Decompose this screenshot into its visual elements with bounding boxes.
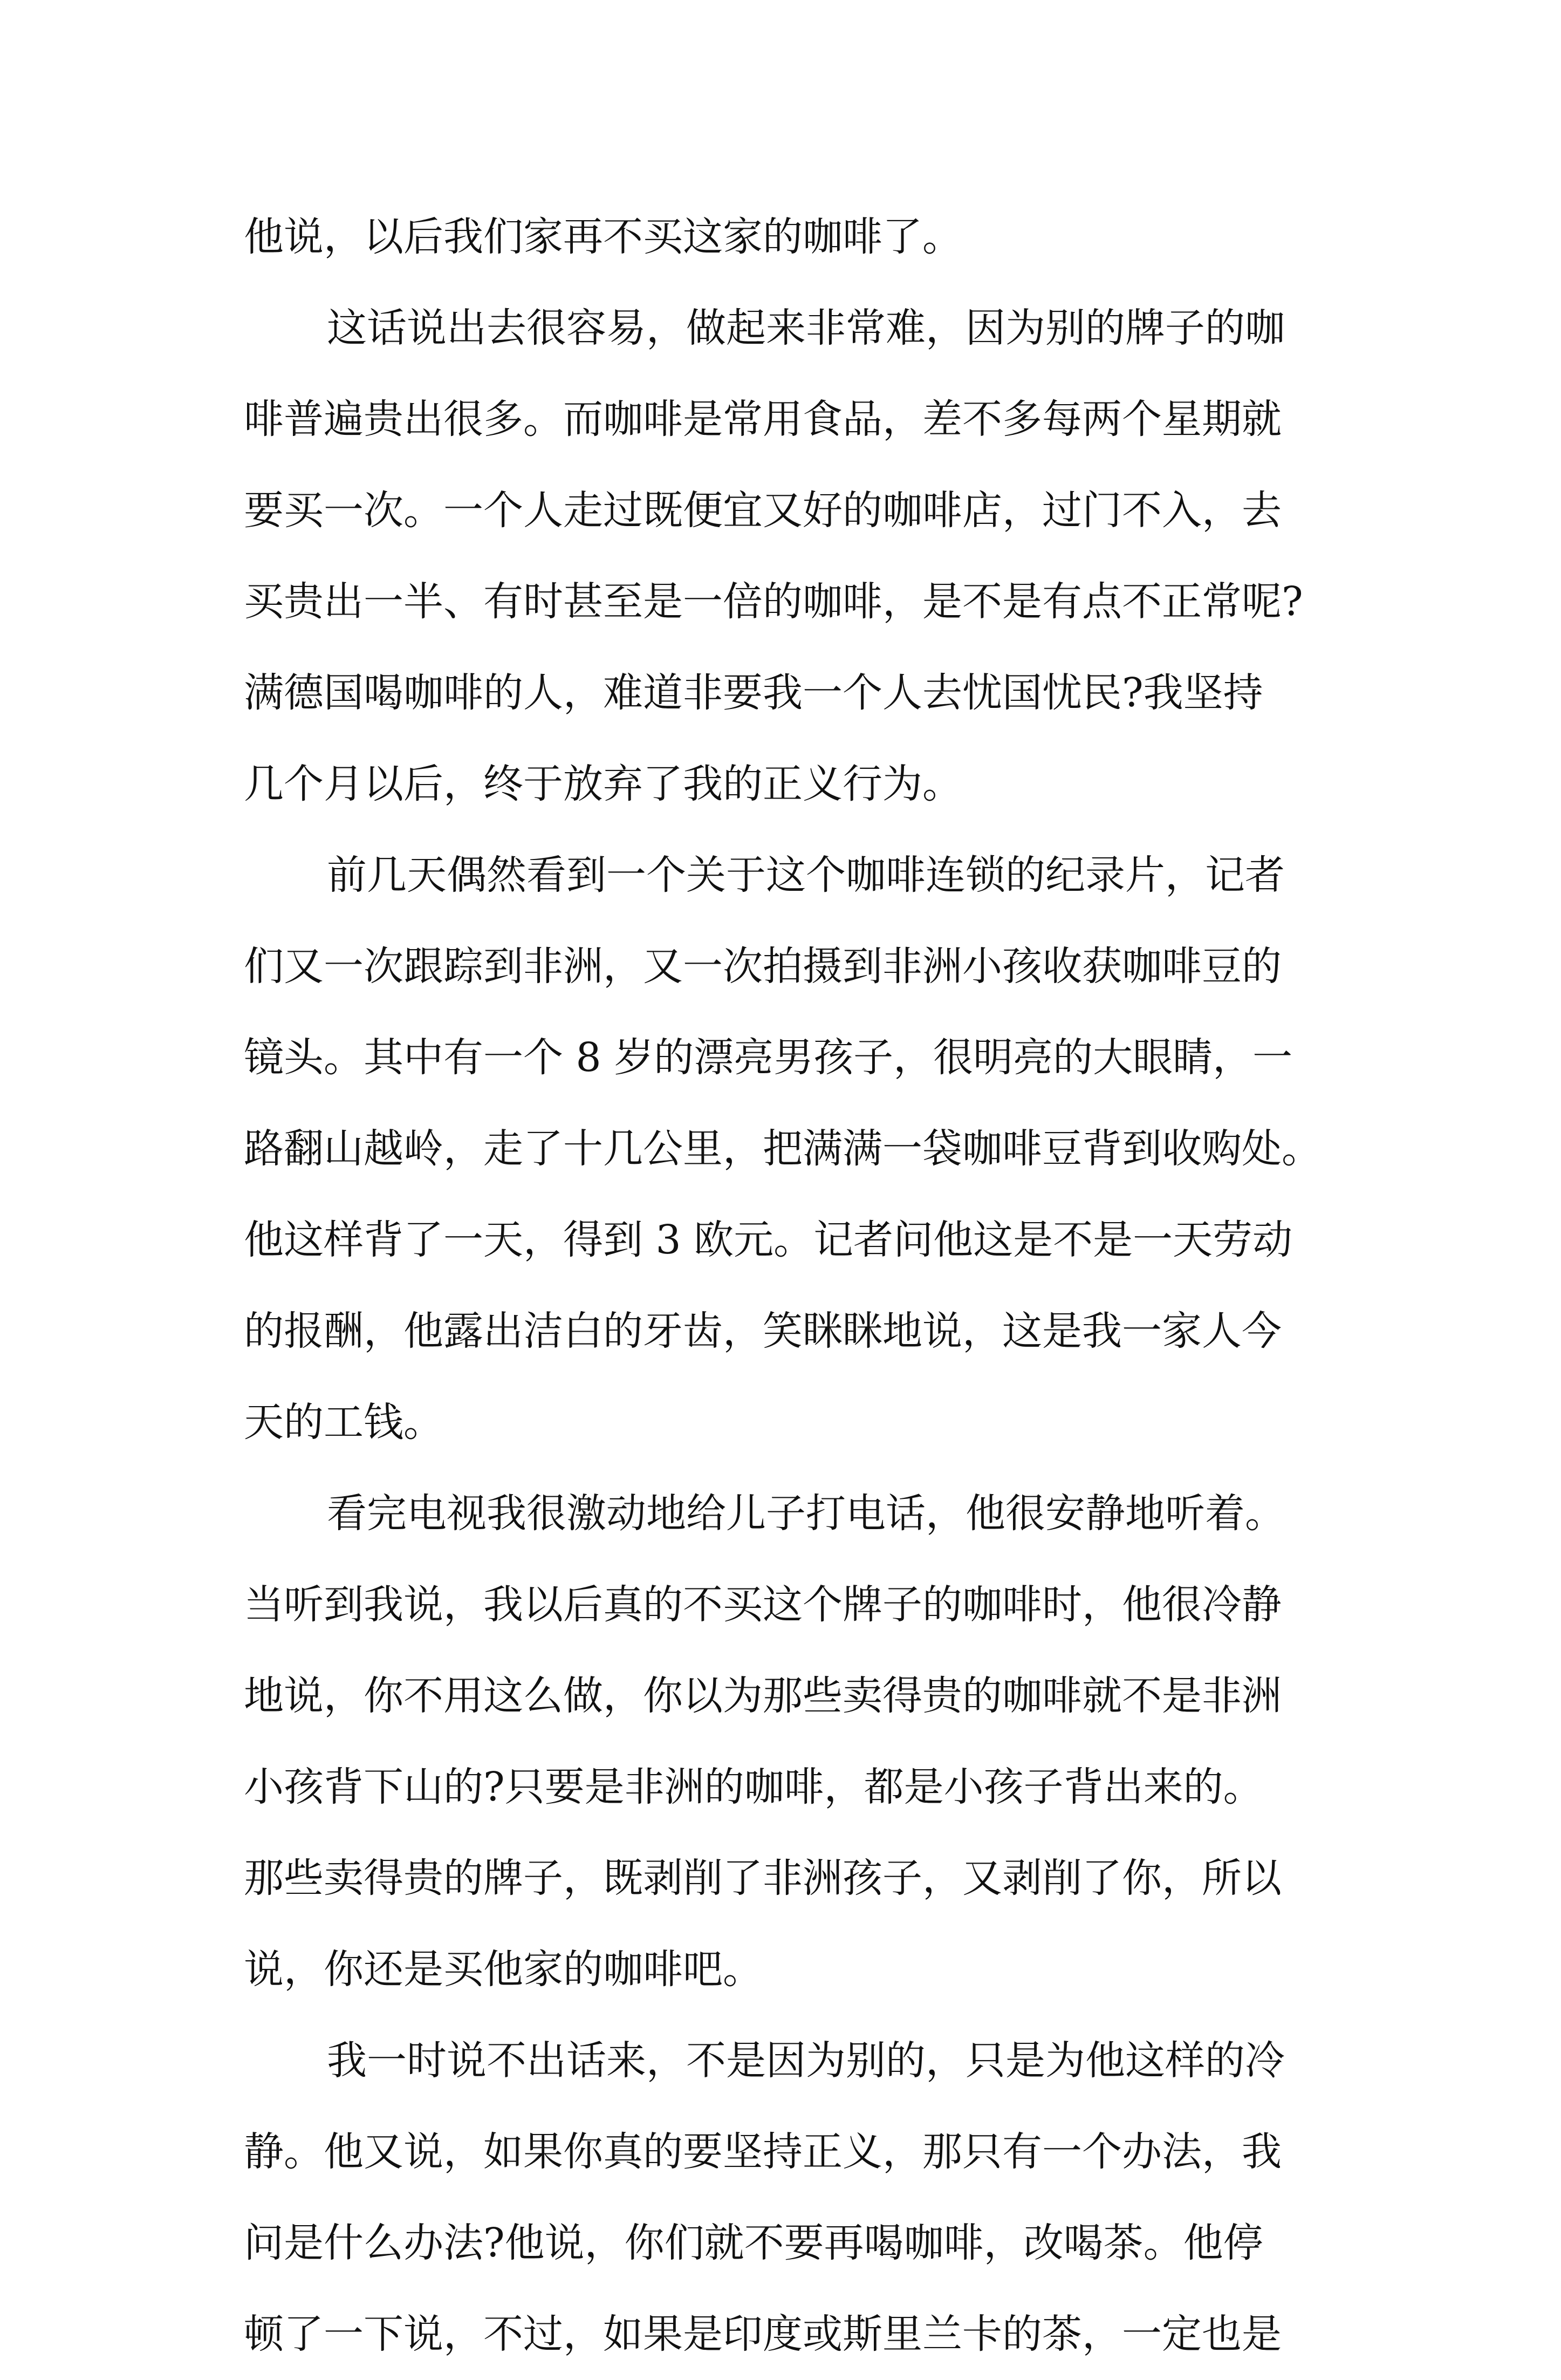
text-line: 说，你还是买他家的咖啡吧。 (244, 1946, 763, 1993)
text-line: 他这样背了一天，得到 3 欧元。记者问他这是不是一天劳动 (244, 1217, 1293, 1263)
text-line: 买贵出一半、有时甚至是一倍的咖啡，是不是有点不正常呢? (244, 578, 1303, 625)
text-line: 们又一次跟踪到非洲，又一次拍摄到非洲小孩收获咖啡豆的 (244, 943, 1282, 990)
text-line: 的报酬，他露出洁白的牙齿，笑眯眯地说，这是我一家人今 (244, 1308, 1282, 1354)
text-line: 当听到我说，我以后真的不买这个牌子的咖啡时，他很冷静 (244, 1581, 1282, 1628)
text-line: 满德国喝咖啡的人，难道非要我一个人去忧国忧民?我坚持 (244, 670, 1263, 716)
text-line: 镜头。其中有一个 8 岁的漂亮男孩子，很明亮的大眼睛，一 (244, 1034, 1293, 1081)
text-line: 我一时说不出话来，不是因为别的，只是为他这样的冷 (327, 2037, 1285, 2084)
text-line: 小孩背下山的?只要是非洲的咖啡，都是小孩子背出来的。 (244, 1764, 1263, 1810)
text-line: 要买一次。一个人走过既便宜又好的咖啡店，过门不入，去 (244, 487, 1282, 534)
text-line: 天的工钱。 (244, 1399, 443, 1445)
text-line: 几个月以后，终于放弃了我的正义行为。 (244, 761, 962, 807)
text-line: 路翻山越岭，走了十几公里，把满满一袋咖啡豆背到收购处。 (244, 1126, 1322, 1172)
text-line: 这话说出去很容易，做起来非常难，因为别的牌子的咖 (327, 305, 1285, 351)
text-line: 啡普遍贵出很多。而咖啡是常用食品，差不多每两个星期就 (244, 396, 1282, 442)
text-line: 问是什么办法?他说，你们就不要再喝咖啡，改喝茶。他停 (244, 2220, 1263, 2266)
text-line: 静。他又说，如果你真的要坚持正义，那只有一个办法，我 (244, 2129, 1282, 2175)
text-line: 他说，以后我们家再不买这家的咖啡了。 (244, 214, 962, 260)
body-text (244, 192, 1333, 2380)
text-line: 看完电视我很激动地给儿子打电话，他很安静地听着。 (327, 1490, 1285, 1537)
text-line: 顿了一下说，不过，如果是印度或斯里兰卡的茶，一定也是 (244, 2311, 1282, 2357)
text-line: 前几天偶然看到一个关于这个咖啡连锁的纪录片，记者 (327, 852, 1285, 898)
text-line: 那些卖得贵的牌子，既剥削了非洲孩子，又剥削了你，所以 (244, 1855, 1282, 1901)
text-line: 地说，你不用这么做，你以为那些卖得贵的咖啡就不是非洲 (244, 1673, 1282, 1719)
